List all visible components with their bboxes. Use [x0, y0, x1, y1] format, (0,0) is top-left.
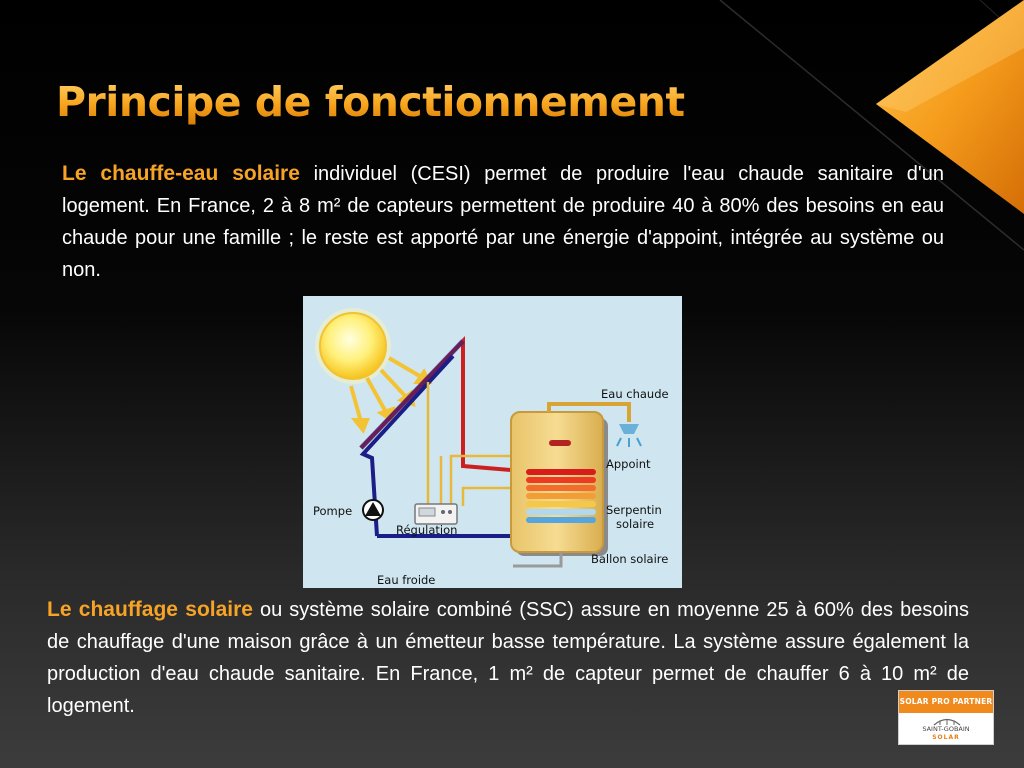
label-serpentin: Serpentin	[606, 503, 662, 517]
logo-brand: SAINT-GOBAIN	[922, 725, 970, 733]
label-eau-froide: Eau froide	[377, 573, 436, 587]
label-solaire: solaire	[616, 517, 655, 531]
label-eau-chaude: Eau chaude	[601, 387, 669, 401]
label-ballon-solaire: Ballon solaire	[591, 552, 669, 566]
serpentine-coil	[529, 472, 593, 520]
logo-band: SOLAR PRO PARTNER	[899, 691, 993, 713]
pump-icon	[363, 500, 383, 520]
paragraph-ssc	[47, 594, 969, 722]
paragraph-ssc-lead: Le chauffage solaire	[47, 598, 253, 621]
logo-sub: SOLAR	[932, 734, 960, 741]
solar-water-heater-diagram	[303, 296, 682, 588]
solar-pro-partner-logo	[898, 690, 994, 745]
paragraph-cesi	[62, 158, 944, 286]
paragraph-ssc-text: ou système solaire combiné (SSC) assure en moyenne 25 à 60% des besoins de chauffage d'une maison grâce à un émetteur basse température. La système assure également la production d'eau chaude sanitaire. En France, 1 m² de capteur permet de chauffer 6 à 10 m² de logement.	[47, 599, 970, 717]
paragraph-cesi-text: individuel (CESI) permet de produire l'eau chaude sanitaire d'un logement. En France, 2 à 8 m² de capteurs permettent de produire 40 à 80% des besoins en eau chaude pour une famille ; le reste est apporté par une énergie d'appoint, intégrée au système ou non.	[62, 163, 944, 281]
label-appoint: Appoint	[606, 457, 651, 471]
backup-heater	[549, 440, 571, 446]
paragraph-cesi-lead: Le chauffe-eau solaire	[62, 162, 300, 185]
page-title: Principe de fonctionnement	[56, 78, 685, 126]
label-pompe: Pompe	[313, 504, 353, 518]
label-regulation: Régulation	[396, 523, 458, 537]
sun-icon	[315, 308, 391, 384]
controller-box	[415, 504, 457, 524]
